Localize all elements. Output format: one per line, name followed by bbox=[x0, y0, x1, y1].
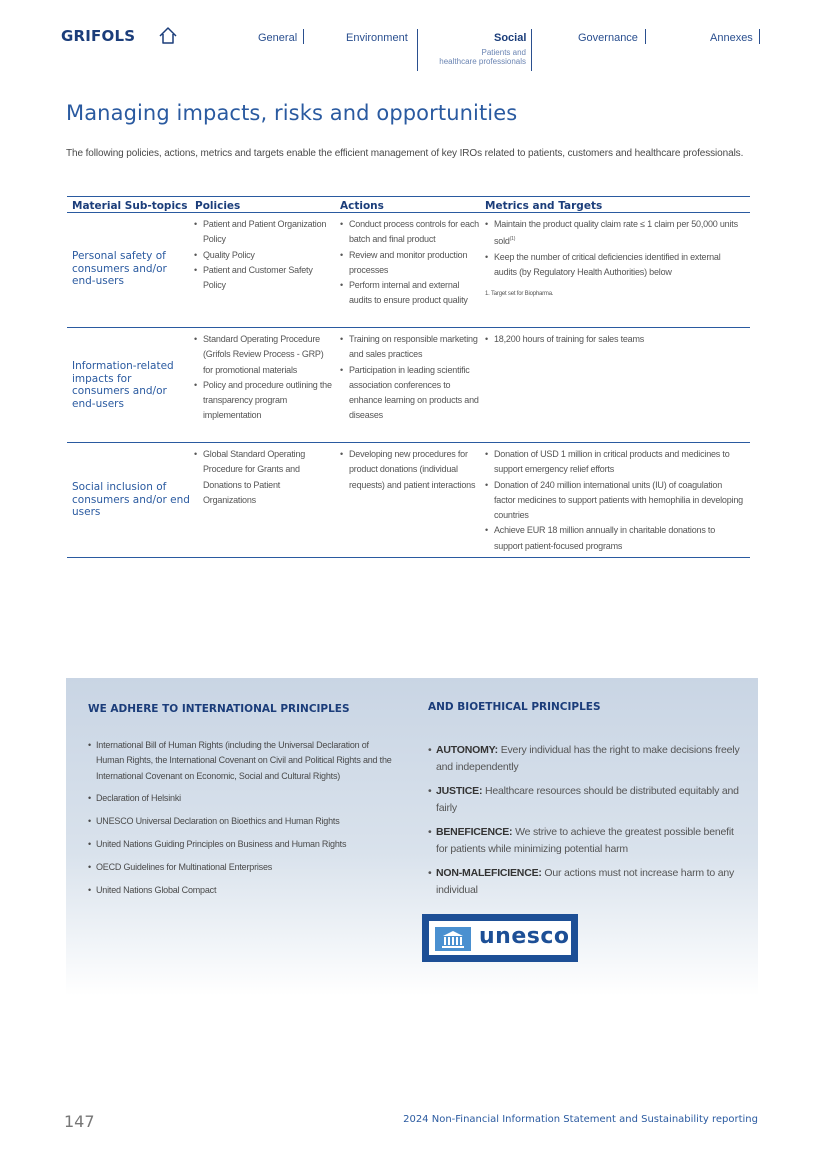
list-item: • Standard Operating Procedure (Grifols Review Process - GRP) for promotional materials bbox=[194, 332, 334, 378]
row-topic: Personal safety of consumers and/or end-users bbox=[72, 250, 167, 287]
nav-divider bbox=[531, 29, 532, 71]
list-item: • United Nations Global Compact bbox=[88, 883, 393, 898]
principle-term: AUTONOMY: bbox=[436, 744, 498, 756]
bioethical-principles-heading: AND BIOETHICAL PRINCIPLES bbox=[428, 701, 601, 713]
list-item: • Achieve EUR 18 million annually in charitable donations to support patient-focused programs bbox=[485, 523, 743, 554]
principle-text: We strive to achieve the greatest possible benefit for patients while minimizing potential harm bbox=[436, 826, 734, 855]
list-item: • Perform internal and external audits to ensure product quality bbox=[340, 278, 480, 309]
list-item bbox=[428, 824, 748, 857]
principle-text: Every individual has the right to make decisions freely and independently bbox=[436, 744, 740, 773]
actions-cell bbox=[340, 217, 480, 309]
table-row bbox=[67, 213, 750, 328]
nav-annexes[interactable]: Annexes bbox=[710, 32, 753, 44]
list-item bbox=[485, 217, 743, 250]
nav-social-subsection[interactable] bbox=[386, 48, 526, 66]
footnote: 1. Target set for Biopharma. bbox=[485, 291, 554, 298]
list-item: • OECD Guidelines for Multinational Enterprises bbox=[88, 860, 393, 875]
nav-divider bbox=[303, 29, 304, 44]
unesco-logo-panel bbox=[429, 921, 571, 955]
column-header: Material Sub-topics bbox=[72, 200, 188, 212]
principle-term: BENEFICENCE: bbox=[436, 826, 513, 838]
page-number: 147 bbox=[64, 1112, 95, 1131]
list-item: • Keep the number of critical deficiencies identified in external audits (by Regulatory Health Authorities) below bbox=[485, 250, 743, 281]
list-item: • UNESCO Universal Declaration on Bioethics and Human Rights bbox=[88, 814, 393, 829]
actions-cell bbox=[340, 447, 480, 493]
nav-governance[interactable]: Governance bbox=[578, 32, 638, 44]
list-item: • Global Standard Operating Procedure for Grants and Donations to Patient Organizations bbox=[194, 447, 334, 508]
policies-cell bbox=[194, 217, 334, 293]
list-item: • Training on responsible marketing and sales practices bbox=[340, 332, 480, 363]
list-item: • Review and monitor production processes bbox=[340, 248, 480, 279]
list-item: • Declaration of Helsinki bbox=[88, 791, 393, 806]
row-topic: Information-related impacts for consumers and/or end-users bbox=[72, 360, 174, 410]
metrics-cell bbox=[485, 217, 743, 298]
unesco-logo bbox=[422, 914, 578, 962]
page-title: Managing impacts, risks and opportunities bbox=[66, 101, 518, 125]
international-principles-list bbox=[88, 738, 393, 906]
table-row bbox=[67, 328, 750, 443]
nav-social-sub-line: healthcare professionals bbox=[439, 57, 526, 66]
table-row bbox=[67, 443, 750, 558]
principles-box bbox=[66, 678, 758, 996]
metric-text: Maintain the product quality claim rate ≤ 1 claim per 50,000 units sold bbox=[494, 219, 738, 247]
footer-report-title: 2024 Non-Financial Information Statement and Sustainability reporting bbox=[403, 1114, 758, 1125]
list-item: • Policy and procedure outlining the transparency program implementation bbox=[194, 378, 334, 424]
list-item: • Participation in leading scientific association conferences to enhance learning on products and diseases bbox=[340, 363, 480, 424]
nav-divider bbox=[645, 29, 646, 44]
home-icon[interactable] bbox=[158, 26, 178, 46]
list-item bbox=[428, 742, 748, 775]
temple-icon bbox=[435, 927, 471, 951]
intro-paragraph: The following policies, actions, metrics and targets enable the efficient management of key IROs related to patients, customers and healthcare professionals. bbox=[66, 148, 744, 159]
nav-social[interactable]: Social bbox=[494, 32, 527, 44]
list-item: • Donation of USD 1 million in critical products and medicines to support emergency relief efforts bbox=[485, 447, 743, 478]
metrics-cell bbox=[485, 447, 743, 554]
metrics-cell bbox=[485, 332, 743, 347]
bioethical-principles-list bbox=[428, 742, 748, 906]
column-header: Actions bbox=[340, 200, 384, 212]
list-item: • 18,200 hours of training for sales teams bbox=[485, 332, 743, 347]
international-principles-heading: WE ADHERE TO INTERNATIONAL PRINCIPLES bbox=[88, 703, 350, 715]
list-item: • Patient and Patient Organization Policy bbox=[194, 217, 334, 248]
nav-social-sub-line: Patients and bbox=[481, 48, 526, 57]
list-item bbox=[428, 783, 748, 816]
principle-text: Healthcare resources should be distributed equitably and fairly bbox=[436, 785, 739, 814]
principle-term: JUSTICE: bbox=[436, 785, 483, 797]
list-item: • Patient and Customer Safety Policy bbox=[194, 263, 334, 294]
policies-cell bbox=[194, 447, 334, 508]
list-item: • International Bill of Human Rights (including the Universal Declaration of Human Rights, the International Covenant on Civil and Political Rights and the International Covenant on Economic, Social and Cultural Rights) bbox=[88, 738, 393, 784]
grifols-logo[interactable]: GRIFOLS bbox=[61, 27, 136, 45]
iro-table bbox=[67, 196, 750, 558]
list-item bbox=[428, 865, 748, 898]
list-item: • Conduct process controls for each batch and final product bbox=[340, 217, 480, 248]
table-header bbox=[67, 196, 750, 213]
list-item: • Developing new procedures for product donations (individual requests) and patient interactions bbox=[340, 447, 480, 493]
column-header: Metrics and Targets bbox=[485, 200, 603, 212]
list-item: • Quality Policy bbox=[194, 248, 334, 263]
nav-divider bbox=[759, 29, 760, 44]
footnote-marker: (1) bbox=[509, 236, 516, 243]
nav-environment[interactable]: Environment bbox=[346, 32, 408, 44]
list-item: • Donation of 240 million international units (IU) of coagulation factor medicines to support patients with hemophilia in developing countries bbox=[485, 478, 743, 524]
principle-term: NON-MALEFICIENCE: bbox=[436, 867, 542, 879]
principle-text: Our actions must not increase harm to any individual bbox=[436, 867, 735, 896]
nav-general[interactable]: General bbox=[258, 32, 298, 44]
list-item: • United Nations Guiding Principles on Business and Human Rights bbox=[88, 837, 393, 852]
unesco-wordmark: unesco bbox=[479, 924, 570, 949]
policies-cell bbox=[194, 332, 334, 424]
row-topic: Social inclusion of consumers and/or end users bbox=[72, 481, 190, 518]
actions-cell bbox=[340, 332, 480, 424]
column-header: Policies bbox=[195, 200, 241, 212]
